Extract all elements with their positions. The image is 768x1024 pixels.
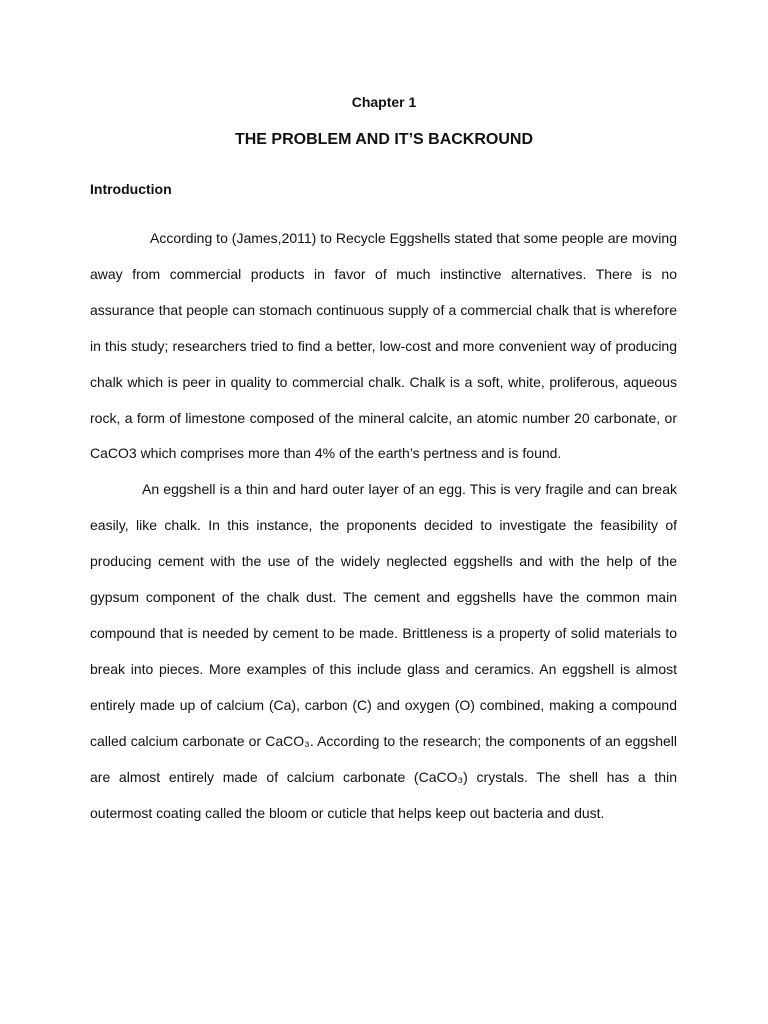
chapter-label: Chapter 1 [351, 94, 417, 110]
body-text [90, 221, 677, 831]
paragraph-1: According to (James,2011) to Recycle Eggshells stated that some people are moving away from commercial products in favor of much instinctive alternatives. There is no assurance that people can stomach continuous supply of a commercial chalk that is wherefore in this study; researchers tried to find a better, low-cost and more convenient way of producing chalk which is peer in quality to commercial chalk. Chalk is a soft, white, proliferous, aqueous rock, a form of limestone composed of the mineral calcite, an atomic number 20 carbonate, or CaCO3 which comprises more than 4% of the earth’s pertness and is found. [90, 230, 677, 462]
section-heading: Introduction [90, 181, 172, 197]
paragraph-2: An eggshell is a thin and hard outer layer of an egg. This is very fragile and can break easily, like chalk. In this instance, the proponents decided to investigate the feasibility of producing cement with the use of the widely neglected eggshells and with the help of the gypsum component of the chalk dust. The cement and eggshells have the common main compound that is needed by cement to be made. Brittleness is a property of solid materials to break into pieces. More examples of this include glass and ceramics. An eggshell is almost entirely made up of calcium (Ca), carbon (C) and oxygen (O) combined, making a compound called calcium carbonate or CaCO₃. According to the research; the components of an eggshell are almost entirely made of calcium carbonate (CaCO₃) crystals. The shell has a thin outermost coating called the bloom or cuticle that helps keep out bacteria and dust. [90, 481, 677, 821]
chapter-title: THE PROBLEM AND IT’S BACKROUND [234, 131, 534, 148]
